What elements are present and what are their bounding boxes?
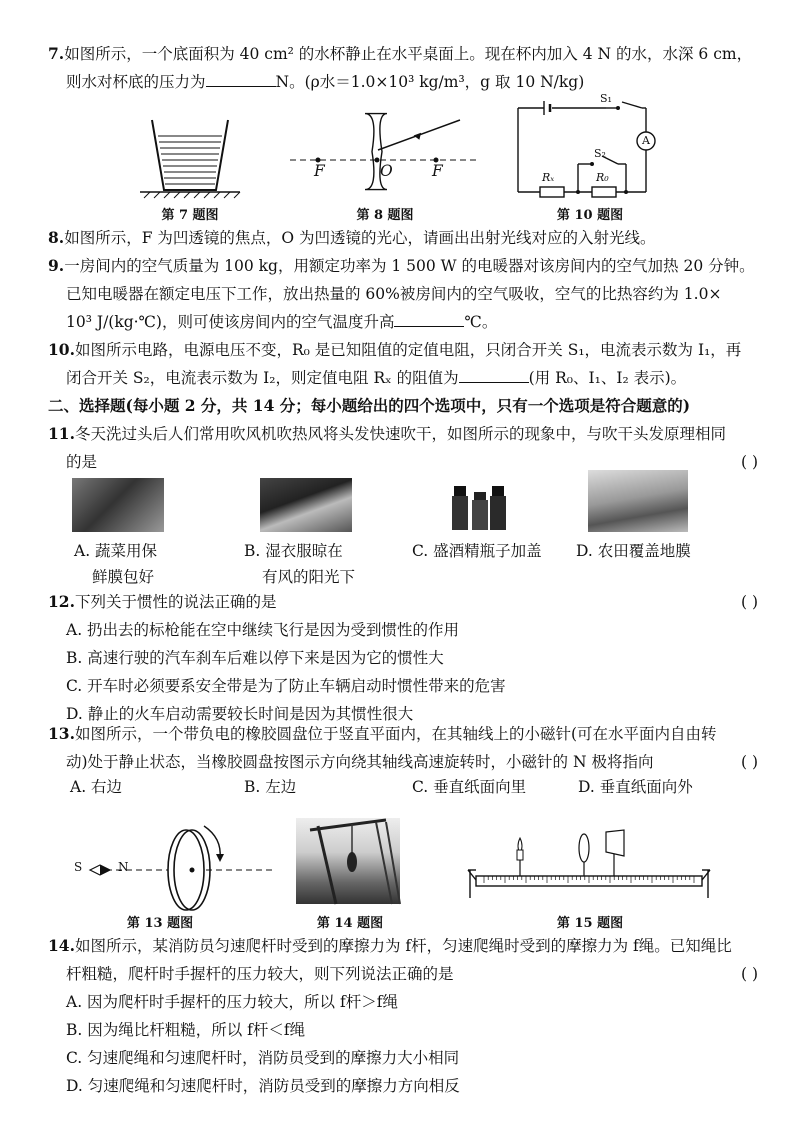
question-number: 12.	[48, 592, 75, 611]
option-text: 鲜膜包好	[92, 568, 155, 586]
answer-blank[interactable]	[459, 364, 529, 383]
question-text: 一房间内的空气质量为 100 kg，用额定功率为 1 500 W 的电暖器对该房间内的空气加热 20 分钟。	[64, 257, 755, 275]
photo-vegetables-wrap	[72, 478, 164, 532]
option-a[interactable]: A. 右边	[70, 778, 123, 796]
question-9	[48, 252, 758, 336]
question-text: 已知电暖器在额定电压下工作，放出热量的 60%被房间内的空气吸收，空气的比热容约为 1.0×	[66, 285, 722, 303]
option-d[interactable]: D. 农田覆盖地膜	[576, 542, 691, 560]
option-d[interactable]: D. 匀速爬绳和匀速爬杆时，消防员受到的摩擦力方向相反	[66, 1077, 460, 1095]
question-text: 如图所示，一个带负电的橡胶圆盘位于竖直平面内，在其轴线上的小磁针(可在水平面内自由转	[74, 725, 717, 743]
option-b[interactable]: B. 因为绳比杆粗糙，所以 f杆＜f绳	[66, 1021, 306, 1039]
ammeter-label: A	[642, 134, 650, 147]
focus-label-left: F	[314, 162, 325, 180]
question-number: 11.	[48, 424, 75, 443]
question-8	[48, 224, 758, 252]
question-number: 13.	[48, 724, 75, 743]
question-text: 动)处于静止状态，当橡胶圆盘按图示方向绕其轴线高速旋转时，小磁针的 N 极将指向	[66, 753, 654, 771]
question-text: 冬天洗过头后人们常用吹风机吹热风将头发快速吹干，如图所示的现象中，与吹干头发原理相同	[74, 425, 726, 443]
answer-blank[interactable]	[206, 68, 276, 87]
photo-farmland-film	[588, 470, 688, 532]
question-text: 如图所示，某消防员匀速爬杆时受到的摩擦力为 f杆，匀速爬绳时受到的摩擦力为 f绳。已知绳比	[74, 937, 732, 955]
question-text: N。(ρ水＝1.0×10³ kg/m³，g 取 10 N/kg)	[275, 73, 585, 91]
option-a[interactable]	[74, 538, 157, 590]
figure-13-disc-magnet	[76, 812, 276, 912]
question-text: 如图所示，一个底面积为 40 cm² 的水杯静止在水平桌面上。现在杯内加入 4 N 的水，水深 6 cm，	[64, 45, 753, 63]
answer-paren[interactable]: ( )	[740, 965, 758, 983]
section-heading: 二、选择题(每小题 2 分，共 14 分；每小题给出的四个选项中，只有一个选项是符合题意的)	[48, 396, 691, 415]
focus-label-right: F	[432, 162, 443, 180]
question-text: 如图所示，F 为凹透镜的焦点，O 为凹透镜的光心，请画出出射光线对应的入射光线。	[64, 229, 656, 247]
question-number: 9.	[48, 256, 65, 275]
question-number: 8.	[48, 228, 65, 247]
photo-alcohol-bottles	[446, 478, 510, 532]
question-7	[48, 40, 758, 96]
figure-7-caption: 第 7 题图	[161, 208, 219, 223]
option-b[interactable]	[244, 538, 355, 590]
photo-firefighter-climbing	[296, 818, 400, 904]
switch-s2-label: S₂	[594, 147, 606, 160]
pole-rope-lines	[296, 818, 400, 904]
figure-10-circuit	[514, 98, 664, 202]
option-a[interactable]: A. 因为爬杆时手握杆的压力较大，所以 f杆＞f绳	[66, 993, 398, 1011]
option-d[interactable]: D. 静止的火车启动需要较长时间是因为其惯性很大	[66, 705, 414, 723]
figure-15-caption: 第 15 题图	[556, 916, 624, 931]
optical-center-label: O	[380, 162, 393, 180]
magnet-s-label: S	[74, 860, 83, 874]
question-text: 10³ J/(kg·℃)，则可使该房间内的空气温度升高	[66, 313, 395, 331]
figure-13-caption: 第 13 题图	[126, 916, 194, 931]
question-11	[48, 420, 758, 476]
question-number: 14.	[48, 936, 75, 955]
figure-15-optical-bench	[466, 826, 726, 906]
figure-10-caption: 第 10 题图	[556, 208, 624, 223]
question-14	[48, 932, 758, 1100]
option-b[interactable]: B. 左边	[244, 778, 297, 796]
answer-paren[interactable]: ( )	[740, 593, 758, 611]
option-text: 有风的阳光下	[262, 568, 356, 586]
question-number: 10.	[48, 340, 75, 359]
question-10	[48, 336, 758, 392]
answer-paren[interactable]: ( )	[740, 753, 758, 771]
question-text: 则水对杯底的压力为	[66, 73, 206, 91]
question-12	[48, 588, 758, 728]
switch-s1-label: S₁	[600, 92, 612, 105]
question-text: 杆粗糙，爬杆时手握杆的压力较大，则下列说法正确的是	[66, 965, 454, 983]
option-c[interactable]: C. 垂直纸面向里	[412, 778, 527, 796]
magnet-n-label: N	[118, 860, 129, 874]
option-b[interactable]: B. 高速行驶的汽车刹车后难以停下来是因为它的惯性大	[66, 649, 444, 667]
figure-7-cup	[140, 112, 240, 202]
resistor-r0-label: R₀	[596, 171, 609, 184]
photo-wet-clothes	[260, 478, 352, 532]
option-text: A. 蔬菜用保	[74, 542, 158, 560]
figure-14-caption: 第 14 题图	[316, 916, 384, 931]
figure-8-caption: 第 8 题图	[356, 208, 414, 223]
question-text: ℃。	[464, 313, 498, 331]
option-c[interactable]: C. 盛酒精瓶子加盖	[412, 542, 542, 560]
question-number: 7.	[48, 44, 65, 63]
figure-8-lens	[290, 112, 480, 192]
answer-blank[interactable]	[394, 308, 464, 327]
option-d[interactable]: D. 垂直纸面向外	[578, 778, 693, 796]
option-a[interactable]: A. 扔出去的标枪能在空中继续飞行是因为受到惯性的作用	[66, 621, 460, 639]
question-13	[48, 720, 758, 776]
resistor-rx-label: Rₓ	[542, 171, 555, 184]
question-text: 闭合开关 S₂，电流表示数为 I₂，则定值电阻 Rₓ 的阻值为	[66, 369, 459, 387]
option-text: B. 湿衣服晾在	[244, 542, 343, 560]
question-text: 如图所示电路，电源电压不变，R₀ 是已知阻值的定值电阻，只闭合开关 S₁，电流表示数为 I₁，再	[74, 341, 742, 359]
question-text: (用 R₀、I₁、I₂ 表示)。	[528, 369, 687, 387]
option-c[interactable]: C. 开车时必须要系安全带是为了防止车辆启动时惯性带来的危害	[66, 677, 506, 695]
option-c[interactable]: C. 匀速爬绳和匀速爬杆时，消防员受到的摩擦力大小相同	[66, 1049, 460, 1067]
answer-paren[interactable]: ( )	[740, 453, 758, 471]
question-text: 的是	[66, 453, 98, 471]
question-text: 下列关于惯性的说法正确的是	[74, 593, 277, 611]
